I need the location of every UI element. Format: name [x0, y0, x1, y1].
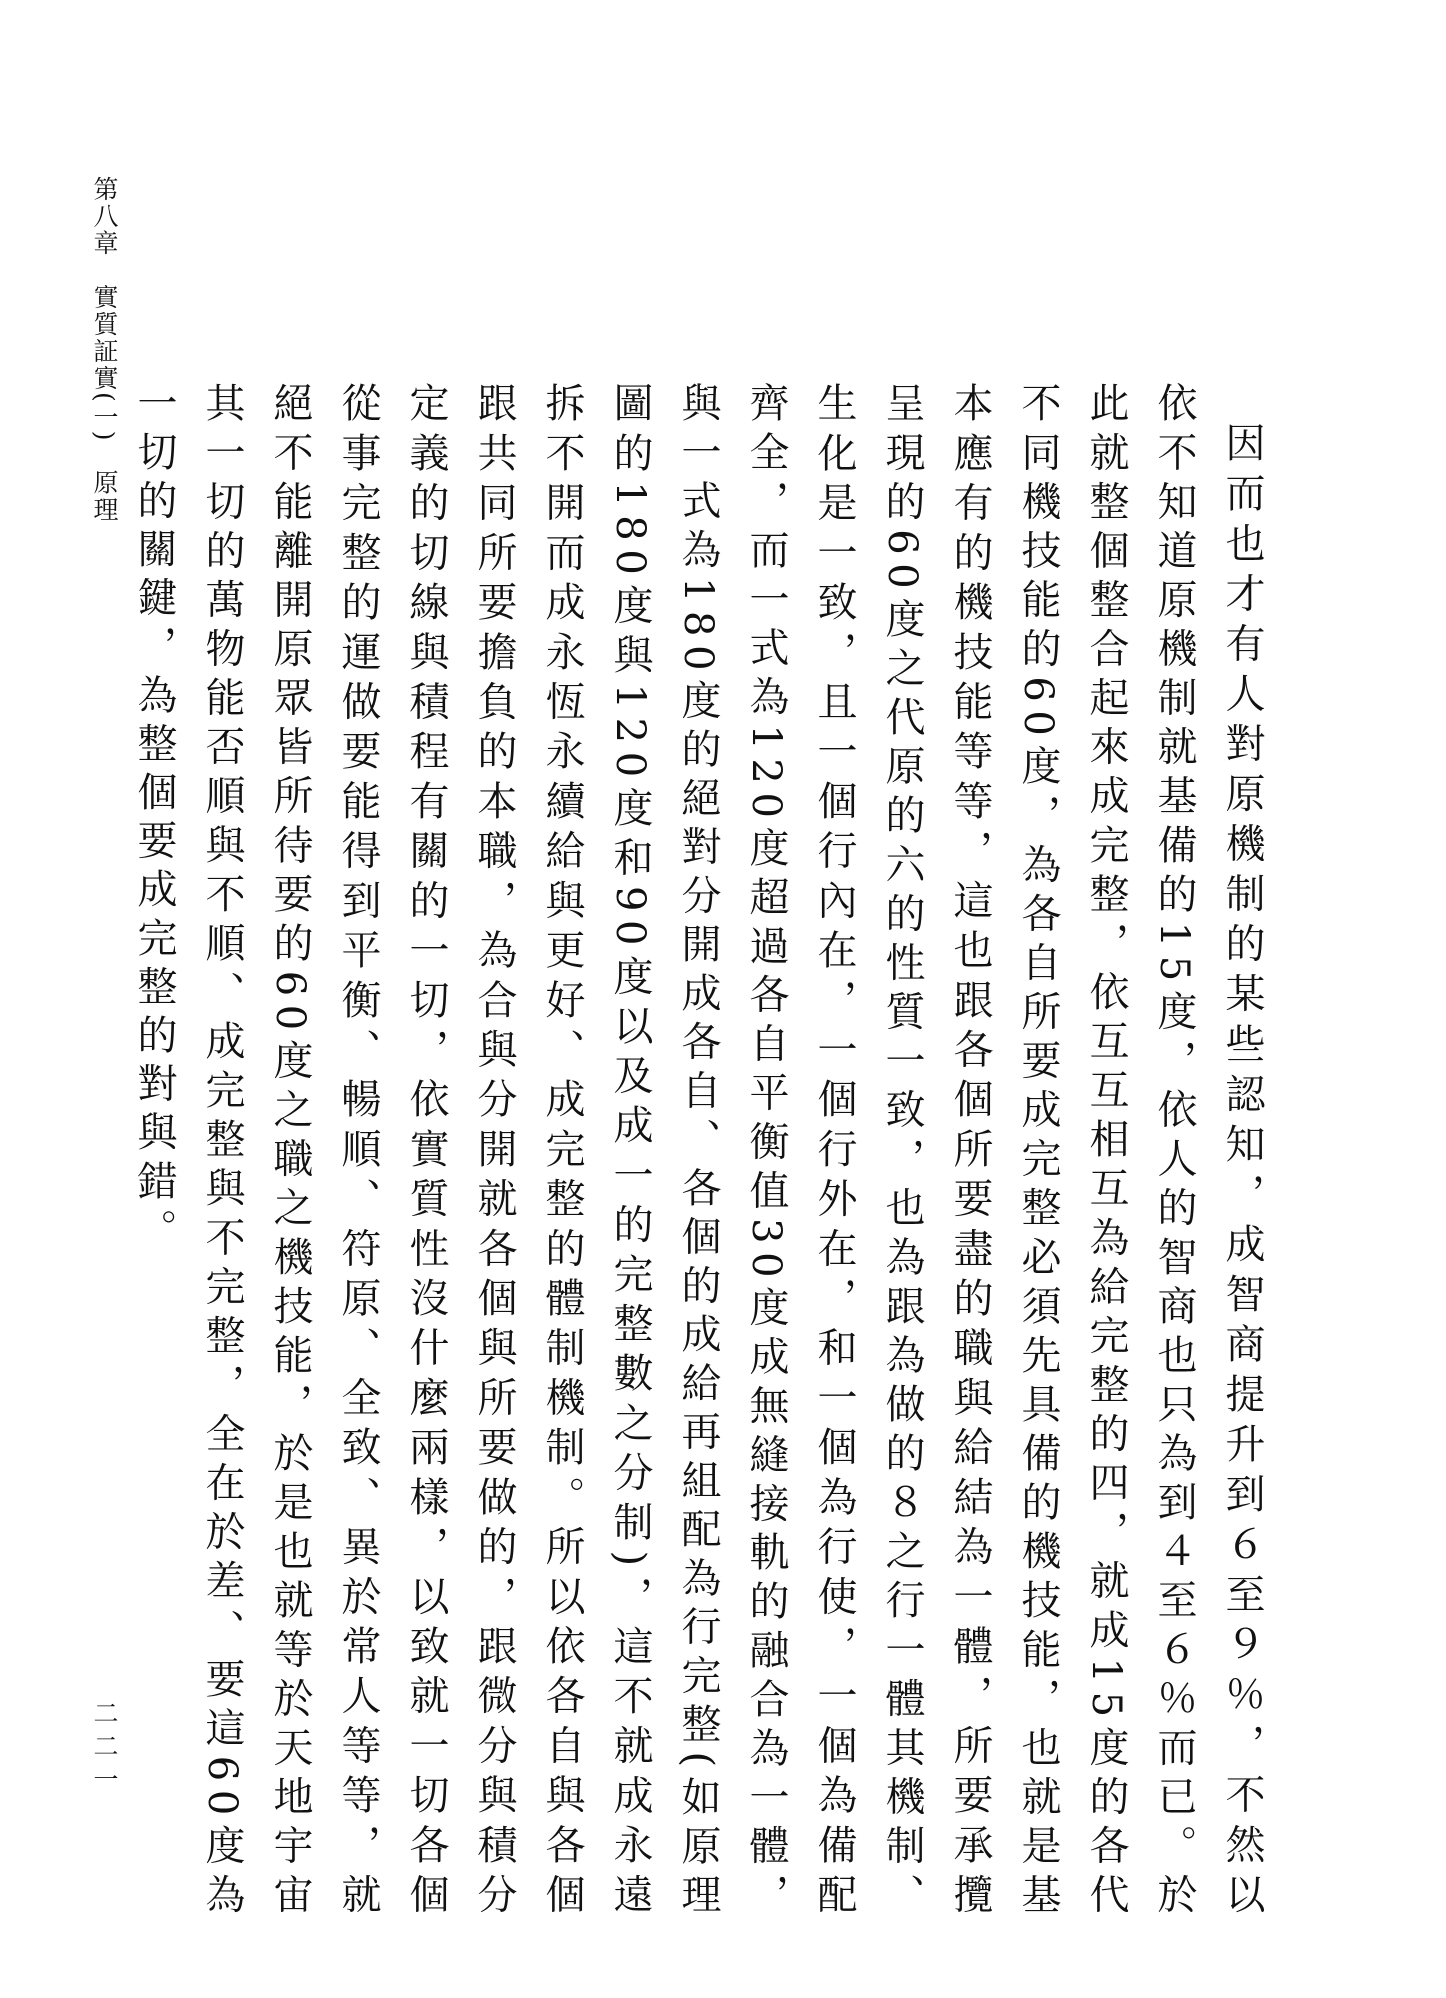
page-number: 二二一 [90, 1700, 119, 1799]
body-text [131, 382, 1276, 1922]
paragraph: 因而也才有人對原機制的某些認知，成智商提升到６至９％，不然以依不知道原機制就基備的15度，依人的智商也只為到４至６％而已。於此就整個整合起來成完整，依互互相互為給完整的四，就成15度的各代不同機技能的60度，為各自所要成完整必須先具備的機技能，也就是基本應有的機技能等等，這也跟各個所要盡的職與給結為一體，所要承攬呈現的60度之代原的六的性質一致，也為跟為做的８之行一體其機制、生化是一致，且一個行內在，一個行外在，和一個為行使，一個為備配齊全，而一式為120度超過各自平衡值30度成無縫接軌的融合為一體，與一式為180度的絕對分開成各自、各個的成給再組配為行完整(如原理圖的180度與120度和90度以及成一的完整數之分制)，這不就成永遠拆不開而成永恆永續給與更好、成完整的體制機制。所以依各自與各個跟共同所要擔負的本職，為合與分開就各個與所要做的，跟微分與積分定義的切線與積程有關的一切，依實質性沒什麼兩樣，以致就一切各個從事完整的運做要能得到平衡、暢順、符原、全致、異於常人等等，就絕不能離開原眾皆所待要的60度之職之機技能，於是也就等於天地宇宙其一切的萬物能否順與不順、成完整與不完整，全在於差、要這60度為一切的關鍵，為整個要成完整的對與錯。 [131, 382, 1265, 1922]
running-head: 第八章 實質証實(一) 原理 [90, 176, 119, 524]
